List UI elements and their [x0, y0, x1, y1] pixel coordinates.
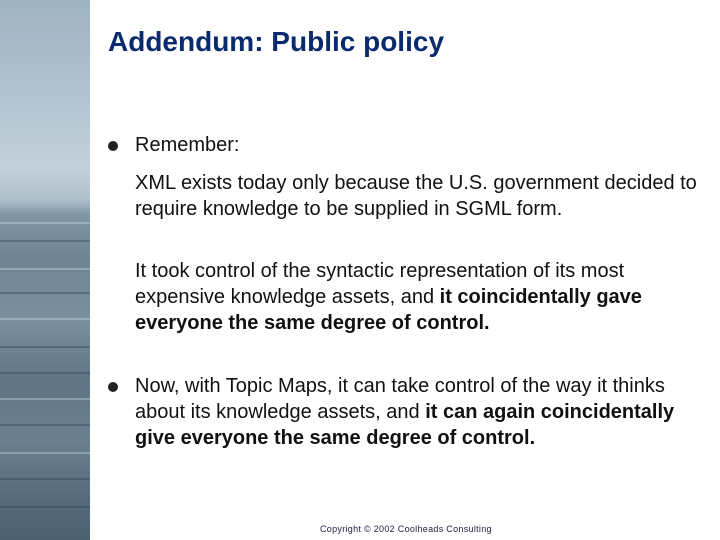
paragraph-syntactic-control — [135, 258, 715, 336]
paragraph-syntactic-control-text: It took control of the syntactic representation of its most expensive knowledge assets, and — [135, 260, 625, 308]
bullet-1-label: Remember: — [135, 134, 240, 156]
paragraph-syntactic-control-emphasis: it coincidentally gave everyone the same degree of control. — [135, 286, 642, 334]
paragraph-xml-history: XML exists today only because the U.S. government decided to require knowledge to be supplied in SGML form. — [135, 172, 697, 220]
ocean-photo-strip — [0, 0, 90, 540]
paragraph-topic-maps-emphasis: it can again coincidentally give everyone the same degree of control. — [135, 401, 675, 449]
paragraph-topic-maps — [135, 373, 715, 451]
bullet-dot-2 — [108, 382, 118, 392]
paragraph-topic-maps-text: Now, with Topic Maps, it can take control of the way it thinks about its knowledge assets, and — [135, 375, 665, 423]
copyright-footer: Copyright © 2002 Coolheads Consulting — [320, 524, 492, 534]
bullet-dot-1 — [108, 141, 118, 151]
slide-title: Addendum: Public policy — [108, 26, 445, 57]
